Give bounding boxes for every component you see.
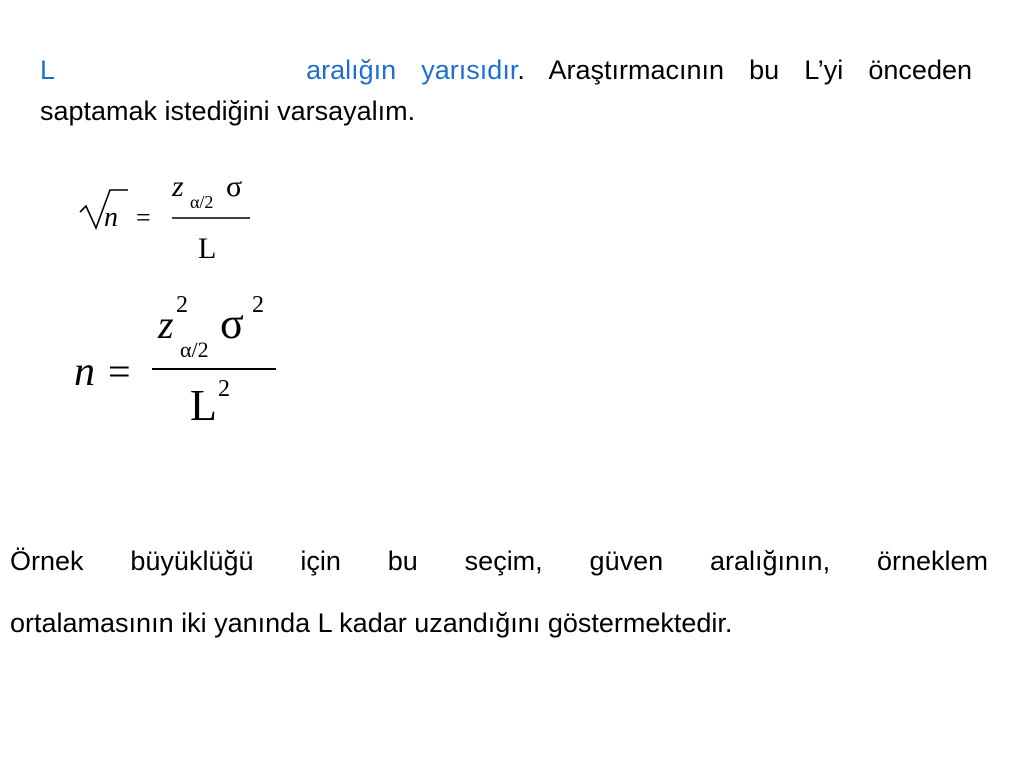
formula2-lhs: n (74, 349, 95, 395)
intro-rest: Araştırmacının bu L’yi önceden (548, 55, 973, 85)
formula2-denominator: L (190, 381, 217, 430)
conclusion-line-1: Örnek büyüklüğü için bu seçim, güven aralığının, örneklem (10, 546, 988, 576)
formula2-z-subscript: α/2 (180, 337, 209, 362)
intro-term: L (40, 55, 56, 85)
formula2-equals: = (108, 349, 131, 394)
formula1-lhs: n (104, 202, 118, 233)
formula2-denominator-exponent: 2 (218, 376, 230, 402)
formula-n (74, 292, 276, 430)
formula-sqrt-n (80, 170, 250, 265)
formula2-sigma: σ (220, 299, 244, 348)
intro-definition: aralığın yarısıdır (306, 55, 518, 85)
formula2-sigma-exponent: 2 (252, 292, 264, 318)
formula1-z: z (172, 170, 184, 203)
formula2-z-exponent: 2 (176, 292, 188, 318)
intro-period: . (517, 55, 525, 85)
formula1-denominator: L (198, 232, 217, 265)
intro-line-2: saptamak istediğini varsayalım. (40, 96, 416, 126)
formula1-z-subscript: α/2 (190, 192, 214, 212)
formula1-equals: = (136, 203, 151, 232)
formula2-z: z (158, 302, 174, 347)
conclusion-paragraph (10, 530, 988, 654)
formula1-sigma: σ (226, 170, 243, 203)
conclusion-line-2: ortalamasının iki yanında L kadar uzandığını göstermektedir. (10, 608, 733, 638)
